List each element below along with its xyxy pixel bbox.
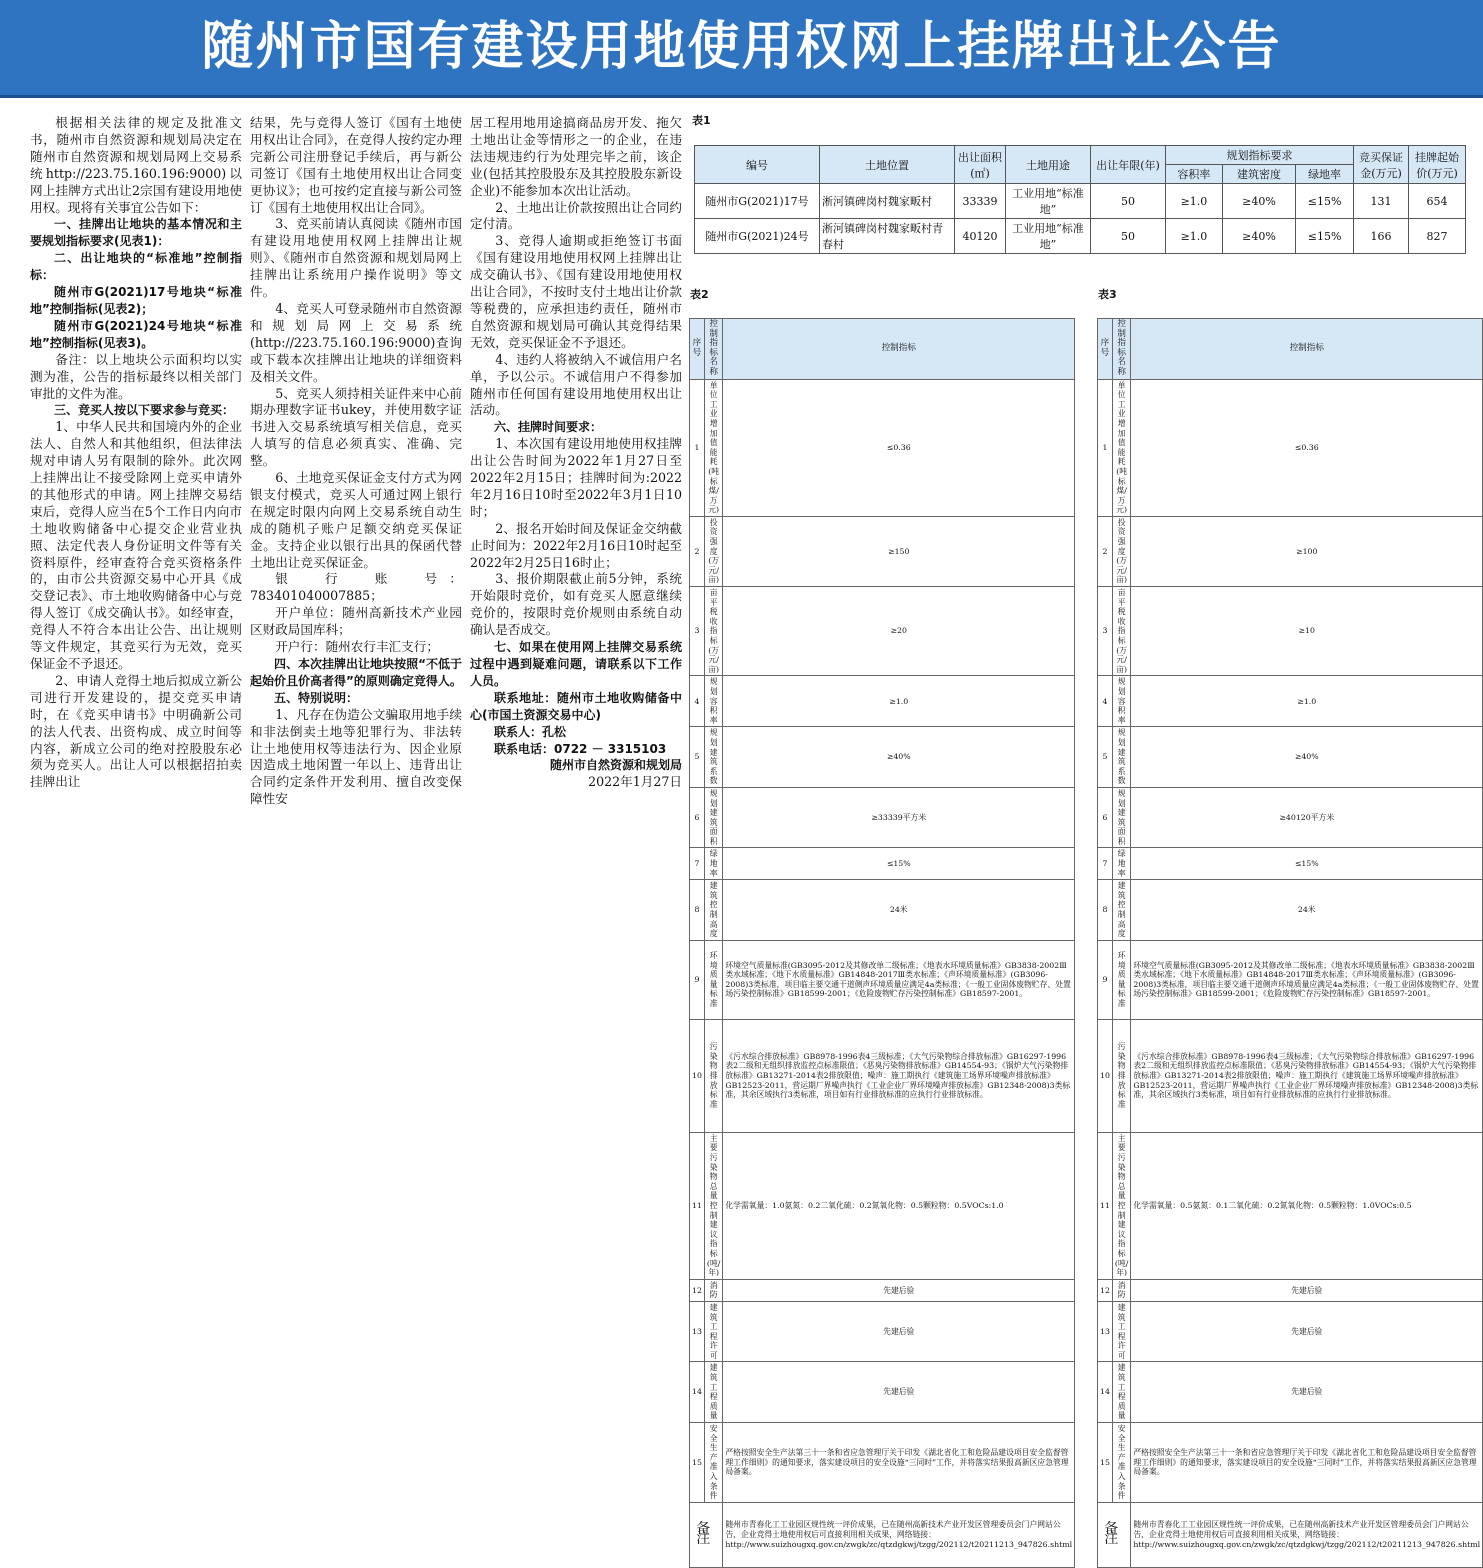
- header-value: 控制指标: [1131, 319, 1483, 380]
- cell-name: 投资强度(万元/亩): [704, 516, 722, 586]
- paragraph: 联系地址：随州市土地收购储备中心(市国土资源交易中心): [470, 690, 682, 722]
- cell-seq: 4: [1098, 676, 1113, 727]
- table1-header-area: 出让面积(㎡): [955, 146, 1006, 184]
- cell-seq: 13: [1098, 1301, 1113, 1362]
- paragraph: 1、凡存在伪造公文骗取用地手续和非法倒卖土地等犯罪行为、非法转让土地使用权等违法行为、因企业原因造成土地闲置一年以上、违背出让合同约定条件开发利用、擅自改变保障性安: [250, 706, 462, 807]
- cell-seq: 9: [1098, 940, 1113, 1019]
- remark-text: 随州市青春化工工业园区规性统一评价成果，已在随州高新技术产业开发区管理委员会门户网站公告，企业竞得土地使用权后可直接利用相关成果，网络链接：http://www.suizhougxq.gov.cn/zwgk/zc/qtzdgkwj/tzgg/202112/t20211213_947826.shtml: [723, 1502, 1075, 1567]
- table-row: [1098, 516, 1483, 586]
- cell-value: ≥10: [1131, 587, 1483, 676]
- table3-caption: 表3: [1098, 288, 1117, 301]
- paragraph: 结果，先与竞得人签订《国有土地使用权出让合同》，在竞得人按约定办理完新公司注册登记手续后，再与新公司签订《国有土地使用权出让合同变更协议》；也可按约定直接与新公司签订《国有土地使用权出让合同》。: [250, 115, 462, 215]
- cell-name: 绿地率: [704, 848, 722, 880]
- cell-name: 安全生产准入条件: [704, 1423, 722, 1503]
- table-row: [690, 587, 1075, 676]
- table-row: [690, 516, 1075, 586]
- paragraph: 五、特别说明：: [274, 690, 359, 705]
- paragraph: 2022年1月27日: [588, 774, 682, 790]
- cell-deposit: 131: [1354, 184, 1409, 219]
- cell-value: ≤0.36: [723, 379, 1075, 516]
- paragraph: 2、申请人竞得土地后拟成立新公司进行开发建设的，提交竞买申请时，在《竞买申请书》中明确新公司的法人代表、出资构成、成立时间等内容，新成立公司的绝对控股股东必须为竞买人。出让人可以根据招拍卖挂牌出让: [30, 672, 242, 790]
- header-name: 控制指标名称: [704, 319, 722, 380]
- cell-name: 规划容积率: [1112, 676, 1130, 727]
- cell-location: 淅河镇碑岗村魏家畈村青春村: [820, 219, 955, 254]
- table1: [694, 145, 1466, 254]
- cell-name: 规划建筑面积: [704, 787, 722, 848]
- table-row: [690, 940, 1075, 1019]
- cell-seq: 2: [1098, 516, 1113, 586]
- cell-name: 规划建筑面积: [1112, 787, 1130, 848]
- cell-seq: 10: [690, 1019, 705, 1132]
- table-row: [690, 880, 1075, 941]
- header-name: 控制指标名称: [1112, 319, 1130, 380]
- cell-value: ≥40%: [723, 727, 1075, 788]
- cell-value: ≥1.0: [1131, 676, 1483, 727]
- cell-value: 先建后验: [723, 1301, 1075, 1362]
- table-row: [1098, 787, 1483, 848]
- cell-name: 消防: [1112, 1279, 1130, 1301]
- table1-header-green: 绿地率: [1296, 165, 1354, 184]
- cell-value: 先建后验: [1131, 1301, 1483, 1362]
- table-row: [690, 1423, 1075, 1503]
- cell-seq: 14: [690, 1362, 705, 1423]
- cell-value: ≥20: [723, 587, 1075, 676]
- cell-name: 主要污染物总量控制建议指标(吨/年): [704, 1132, 722, 1279]
- cell-value: 《污水综合排放标准》GB8978-1996表4三级标准；《大气污染物综合排放标准》GB16297-1996表2二级和无组织排放监控点标准限值；《恶臭污染物排放标准》GB14554-93；《锅炉大气污染物排放标准》GB13271-2014表2排放限值；噪声：施工期执行《建筑施工场界环境噪声排放标准》GB12523-2011，营运期厂界噪声执行《工业企业厂界环境噪声排放标准》GB12348-2008)3类标准，其余区域执行3类标准，项目如有行业排放标准的应执行行业排放标准。: [723, 1019, 1075, 1132]
- cell-seq: 12: [690, 1279, 705, 1301]
- table-row: [690, 1301, 1075, 1362]
- cell-value: 《污水综合排放标准》GB8978-1996表4三级标准；《大气污染物综合排放标准》GB16297-1996表2二级和无组织排放监控点标准限值；《恶臭污染物排放标准》GB14554-93；《锅炉大气污染物排放标准》GB13271-2014表2排放限值；噪声：施工期执行《建筑施工场界环境噪声排放标准》GB12523-2011，营运期厂界噪声执行《工业企业厂界环境噪声排放标准》GB12348-2008)3类标准，其余区域执行3类标准，项目如有行业排放标准的应执行行业排放标准。: [1131, 1019, 1483, 1132]
- table-row: [695, 219, 1466, 254]
- cell-name: 亩平税收指标(万元/亩): [1112, 587, 1130, 676]
- cell-seq: 2: [690, 516, 705, 586]
- cell-name: 单位工业增加值能耗(吨标煤/万元): [1112, 379, 1130, 516]
- cell-value: ≥40%: [1131, 727, 1483, 788]
- table-row: [1098, 587, 1483, 676]
- cell-no: 随州市G(2021)24号: [695, 219, 820, 254]
- table-row: [690, 1362, 1075, 1423]
- paragraph: 3、竞得人逾期或拒绝签订书面《国有建设用地使用权网上挂牌出让成交确认书》、《国有建设用地使用权出让合同》，不按时支付土地出让价款等税费的，应承担违约责任，随州市自然资源和规划局可确认其竞得结果无效，竞买保证金不予退还。: [470, 233, 682, 350]
- paragraph: 三、竞买人按以下要求参与竞买：: [54, 403, 235, 418]
- text-column-3: [470, 115, 682, 791]
- paragraph: 居工程用地用途搞商品房开发、拖欠土地出让金等情形之一的企业，在违法违规违约行为处理完毕之前，该企业(包括其控股股东及其控股股东新设企业)不能参加本次出让活动。: [470, 115, 682, 198]
- cell-seq: 11: [690, 1132, 705, 1279]
- cell-name: 污染物排放标准: [704, 1019, 722, 1132]
- cell-name: 建筑工程质量: [704, 1362, 722, 1423]
- cell-name: 建筑工程许可: [704, 1301, 722, 1362]
- cell-seq: 1: [690, 379, 705, 516]
- cell-value: ≤15%: [723, 848, 1075, 880]
- remark-row: [690, 1502, 1075, 1567]
- cell-seq: 15: [690, 1423, 705, 1503]
- cell-seq: 11: [1098, 1132, 1113, 1279]
- table-row: [1098, 676, 1483, 727]
- table-row: [690, 848, 1075, 880]
- table-row: [695, 184, 1466, 219]
- table-row: [690, 1279, 1075, 1301]
- cell-name: 主要污染物总量控制建议指标(吨/年): [1112, 1132, 1130, 1279]
- cell-seq: 8: [1098, 880, 1113, 941]
- paragraph: 4、竞买人可登录随州市自然资源和规划局网上交易系统(http://223.75.160.196:9000)查询或下载本次挂牌出让地块的详细资料及相关文件。: [250, 300, 462, 384]
- cell-name: 安全生产准入条件: [1112, 1423, 1130, 1503]
- text-column-2: [250, 115, 462, 808]
- table2: [689, 318, 1075, 1568]
- paragraph: 联系人：孔松: [494, 724, 567, 739]
- cell-value: ≥40120平方米: [1131, 787, 1483, 848]
- paragraph: 开户单位：随州高新技术产业园区财政局国库科；: [250, 605, 462, 638]
- cell-seq: 9: [690, 940, 705, 1019]
- cell-green: ≤15%: [1296, 184, 1354, 219]
- header-seq: 序号: [690, 319, 705, 380]
- table-row: [690, 379, 1075, 516]
- cell-use: 工业用地“标准地”: [1006, 219, 1091, 254]
- cell-seq: 4: [690, 676, 705, 727]
- cell-term: 50: [1091, 219, 1166, 254]
- table1-header-start: 挂牌起始价(万元): [1409, 146, 1466, 184]
- paragraph: 七、如果在使用网上挂牌交易系统过程中遇到疑难问题，请联系以下工作人员。: [470, 640, 682, 688]
- cell-value: 化学需氧量：1.0氨氮：0.2二氧化硫：0.2氮氧化物：0.5颗粒物：0.5VOCs:1.0: [723, 1132, 1075, 1279]
- cell-plot: ≥1.0: [1166, 219, 1223, 254]
- cell-seq: 6: [1098, 787, 1113, 848]
- table-row: [1098, 940, 1483, 1019]
- paragraph: 四、本次挂牌出让地块按照“不低于起始价且价高者得”的原则确定竞得人。: [250, 657, 462, 688]
- paragraph: 3、报价期限截止前5分钟，系统开始限时竞价，如有竞买人愿意继续竞价的，按限时竞价规则由系统自动确认是否成交。: [470, 571, 682, 638]
- table-row: [690, 676, 1075, 727]
- table-row: [690, 1019, 1075, 1132]
- remark-label: 备注: [690, 1502, 723, 1567]
- cell-value: 24米: [723, 880, 1075, 941]
- cell-value: 先建后验: [723, 1362, 1075, 1423]
- cell-name: 建筑工程质量: [1112, 1362, 1130, 1423]
- cell-green: ≤15%: [1296, 219, 1354, 254]
- cell-name: 规划建筑系数: [1112, 727, 1130, 788]
- cell-name: 污染物排放标准: [1112, 1019, 1130, 1132]
- cell-deposit: 166: [1354, 219, 1409, 254]
- cell-no: 随州市G(2021)17号: [695, 184, 820, 219]
- header-seq: 序号: [1098, 319, 1113, 380]
- table1-header-deposit: 竞买保证金(万元): [1354, 146, 1409, 184]
- cell-use: 工业用地“标准地”: [1006, 184, 1091, 219]
- cell-name: 消防: [704, 1279, 722, 1301]
- cell-seq: 10: [1098, 1019, 1113, 1132]
- cell-value: 环境空气质量标准(GB3095-2012及其修改单二级标准；《地表水环境质量标准》GB3838-2002Ⅲ类水域标准；《地下水质量标准》GB14848-2017Ⅲ类水标准；《声环境质量标准》(GB3096-2008)3类标准，项目临主要交通干道侧声环境质量应满足4a类标准；《一般工业固体废物贮存、处置场污染控制标准》GB18599-2001；《危险废物贮存污染控制标准》GB18597-2001。: [1131, 940, 1483, 1019]
- paragraph: 5、竞买人须持相关证件来中心前期办理数字证书ukey，并使用数字证书进入交易系统填写相关信息，竞买人填写的信息必须真实、准确、完整。: [250, 385, 462, 469]
- paragraph: 开户行：随州农行丰汇支行；: [275, 639, 439, 655]
- cell-area: 40120: [955, 219, 1006, 254]
- table-header-row: [1098, 319, 1483, 380]
- table1-header-plot: 容积率: [1166, 165, 1223, 184]
- paragraph: 备注：以上地块公示面积均以实测为准，公告的指标最终以相关部门审批的文件为准。: [30, 351, 242, 401]
- text-column-1: [30, 115, 242, 791]
- header-banner: [0, 0, 1483, 98]
- table-row: [1098, 379, 1483, 516]
- table-header-row: [690, 319, 1075, 380]
- table2-caption: 表2: [690, 288, 709, 301]
- table1-header-density: 建筑密度: [1222, 165, 1295, 184]
- table1-caption: 表1: [692, 114, 711, 127]
- cell-term: 50: [1091, 184, 1166, 219]
- page-title: 随州市国有建设用地使用权网上挂牌出让公告: [201, 17, 1282, 77]
- table1-header-no: 编号: [695, 146, 820, 184]
- cell-value: ≥150: [723, 516, 1075, 586]
- cell-seq: 1: [1098, 379, 1113, 516]
- cell-value: ≥100: [1131, 516, 1483, 586]
- table1-header-location: 土地位置: [820, 146, 955, 184]
- paragraph: 根据相关法律的规定及批准文书，随州市自然资源和规划局决定在随州市自然资源和规划局网上交易系统http://223.75.160.196:9000)以网上挂牌方式出让2宗国有建设用地使用权。现将有关事宜公告如下：: [30, 115, 242, 215]
- paragraph: 4、违约人将被纳入不诚信用户名单，予以公示。不诚信用户不得参加随州市任何国有建设用地使用权出让活动。: [470, 351, 682, 418]
- cell-name: 环境质量标准: [1112, 940, 1130, 1019]
- cell-value: 严格按照安全生产法第三十一条和省应急管理厅关于印发《湖北省化工和危险品建设项目安全监督管理工作细则》的通知要求，落实建设项目的安全设施“三同时”工作，并将落实结果报高新区应急管理局备案。: [723, 1423, 1075, 1503]
- paragraph: 6、土地竞买保证金支付方式为网银支付模式，竞买人可通过网上银行在规定时限内向网上交易系统自动生成的随机子账户足额交纳竞买保证金。支持企业以银行出具的保函代替土地出让竞买保证金。: [250, 470, 462, 570]
- cell-value: 先建后验: [1131, 1279, 1483, 1301]
- cell-name: 规划建筑系数: [704, 727, 722, 788]
- table1-header-plan: 规划指标要求: [1166, 146, 1354, 165]
- cell-name: 绿地率: [1112, 848, 1130, 880]
- cell-name: 投资强度(万元/亩): [1112, 516, 1130, 586]
- cell-density: ≥40%: [1222, 219, 1295, 254]
- cell-name: 环境质量标准: [704, 940, 722, 1019]
- cell-seq: 5: [1098, 727, 1113, 788]
- cell-seq: 14: [1098, 1362, 1113, 1423]
- cell-location: 淅河镇碑岗村魏家畈村: [820, 184, 955, 219]
- table-row: [1098, 1423, 1483, 1503]
- cell-seq: 3: [1098, 587, 1113, 676]
- table-row: [1098, 727, 1483, 788]
- cell-value: 先建后验: [1131, 1362, 1483, 1423]
- paragraph: 随州市自然资源和规划局: [549, 758, 682, 773]
- table-row: [1098, 880, 1483, 941]
- table-row: [1098, 1019, 1483, 1132]
- paragraph: 2、报名开始时间及保证金交纳截止时间为：2022年2月16日10时起至2022年2月25日16时止；: [470, 520, 682, 570]
- remark-row: [1098, 1502, 1483, 1567]
- cell-density: ≥40%: [1222, 184, 1295, 219]
- cell-name: 建筑控制高度: [1112, 880, 1130, 941]
- header-value: 控制指标: [723, 319, 1075, 380]
- cell-start: 827: [1409, 219, 1466, 254]
- paragraph: 六、挂牌时间要求：: [494, 420, 603, 435]
- cell-name: 单位工业增加值能耗(吨标煤/万元): [704, 379, 722, 516]
- table-row: [1098, 1132, 1483, 1279]
- cell-value: ≤15%: [1131, 848, 1483, 880]
- paragraph: 2、土地出让价款按照出让合同约定付清。: [470, 199, 682, 232]
- table3: [1097, 318, 1483, 1568]
- remark-text: 随州市青春化工工业园区规性统一评价成果，已在随州高新技术产业开发区管理委员会门户网站公告，企业竞得土地使用权后可直接利用相关成果，网络链接：http://www.suizhougxq.gov.cn/zwgk/zc/qtzdgkwj/tzgg/202112/t20211213_947826.shtml: [1131, 1502, 1483, 1567]
- cell-value: 化学需氧量：0.5氨氮：0.1二氧化硫：0.2氮氧化物：0.5颗粒物：1.0VOCs:0.5: [1131, 1132, 1483, 1279]
- cell-seq: 7: [1098, 848, 1113, 880]
- paragraph: 1、本次国有建设用地使用权挂牌出让公告时间为2022年1月27日至2022年2月15日；挂牌时间为:2022年2月16日10时至2022年3月1日10时；: [470, 436, 682, 519]
- paragraph: 一、挂牌出让地块的基本情况和主要规划指标要求(见表1)：: [30, 217, 242, 249]
- paragraph: 3、竞买前请认真阅读《随州市国有建设用地使用权网上挂牌出让规则》、《随州市自然资源和规划局网上挂牌出让系统用户操作说明》等文件。: [250, 216, 462, 300]
- cell-area: 33339: [955, 184, 1006, 219]
- cell-seq: 7: [690, 848, 705, 880]
- cell-value: ≥33339平方米: [723, 787, 1075, 848]
- cell-value: 环境空气质量标准(GB3095-2012及其修改单二级标准；《地表水环境质量标准》GB3838-2002Ⅲ类水域标准；《地下水质量标准》GB14848-2017Ⅲ类水标准；《声环境质量标准》(GB3096-2008)3类标准，项目临主要交通干道侧声环境质量应满足4a类标准；《一般工业固体废物贮存、处置场污染控制标准》GB18599-2001；《危险废物贮存污染控制标准》GB18597-2001。: [723, 940, 1075, 1019]
- table-row: [1098, 1362, 1483, 1423]
- paragraph: 银 行 账 号：783401040007885；: [250, 571, 462, 604]
- cell-seq: 8: [690, 880, 705, 941]
- paragraph: 随州市G(2021)24号地块“标准地”控制指标(见表3)。: [30, 318, 242, 350]
- cell-seq: 13: [690, 1301, 705, 1362]
- cell-value: 24米: [1131, 880, 1483, 941]
- table-row: [1098, 1279, 1483, 1301]
- cell-plot: ≥1.0: [1166, 184, 1223, 219]
- cell-seq: 15: [1098, 1423, 1113, 1503]
- cell-seq: 6: [690, 787, 705, 848]
- table-row: [690, 727, 1075, 788]
- paragraph: 联系电话：0722 － 3315103: [494, 741, 667, 756]
- cell-seq: 12: [1098, 1279, 1113, 1301]
- cell-name: 建筑工程许可: [1112, 1301, 1130, 1362]
- paragraph: 随州市G(2021)17号地块“标准地”控制指标(见表2)；: [30, 285, 242, 316]
- cell-start: 654: [1409, 184, 1466, 219]
- table1-header-use: 土地用途: [1006, 146, 1091, 184]
- cell-seq: 3: [690, 587, 705, 676]
- cell-value: 先建后验: [723, 1279, 1075, 1301]
- table-row: [690, 1132, 1075, 1279]
- remark-label: 备注: [1098, 1502, 1131, 1567]
- cell-value: 严格按照安全生产法第三十一条和省应急管理厅关于印发《湖北省化工和危险品建设项目安全监督管理工作细则》的通知要求，落实建设项目的安全设施“三同时”工作，并将落实结果报高新区应急管理局备案。: [1131, 1423, 1483, 1503]
- paragraph: 1、中华人民共和国境内外的企业法人、自然人和其他组织，但法律法规对申请人另有限制的除外。此次网上挂牌出让不接受除网上竞买申请外的其他形式的申请。网上挂牌交易结束后，竞得人应当在5个工作日内向市土地收购储备中心提交企业营业执照、法定代表人身份证明文件等有关资料原件，经审查符合竞买资格条件的，由市公共资源交易中心开具《成交登记表》、市土地收购储备中心与竞得人签订《成交确认书》。如经审查，竞得人不符合本出让公告、出让规则等文件规定，其竞买行为无效，竞买保证金不予退还。: [30, 419, 242, 671]
- table-row: [1098, 848, 1483, 880]
- cell-name: 亩平税收指标(万元/亩): [704, 587, 722, 676]
- cell-value: ≤0.36: [1131, 379, 1483, 516]
- table-row: [690, 787, 1075, 848]
- cell-value: ≥1.0: [723, 676, 1075, 727]
- paragraph: 二、出让地块的“标准地”控制指标：: [30, 251, 242, 283]
- cell-name: 建筑控制高度: [704, 880, 722, 941]
- cell-name: 规划容积率: [704, 676, 722, 727]
- cell-seq: 5: [690, 727, 705, 788]
- table-row: [1098, 1301, 1483, 1362]
- table1-header-term: 出让年限(年): [1091, 146, 1166, 184]
